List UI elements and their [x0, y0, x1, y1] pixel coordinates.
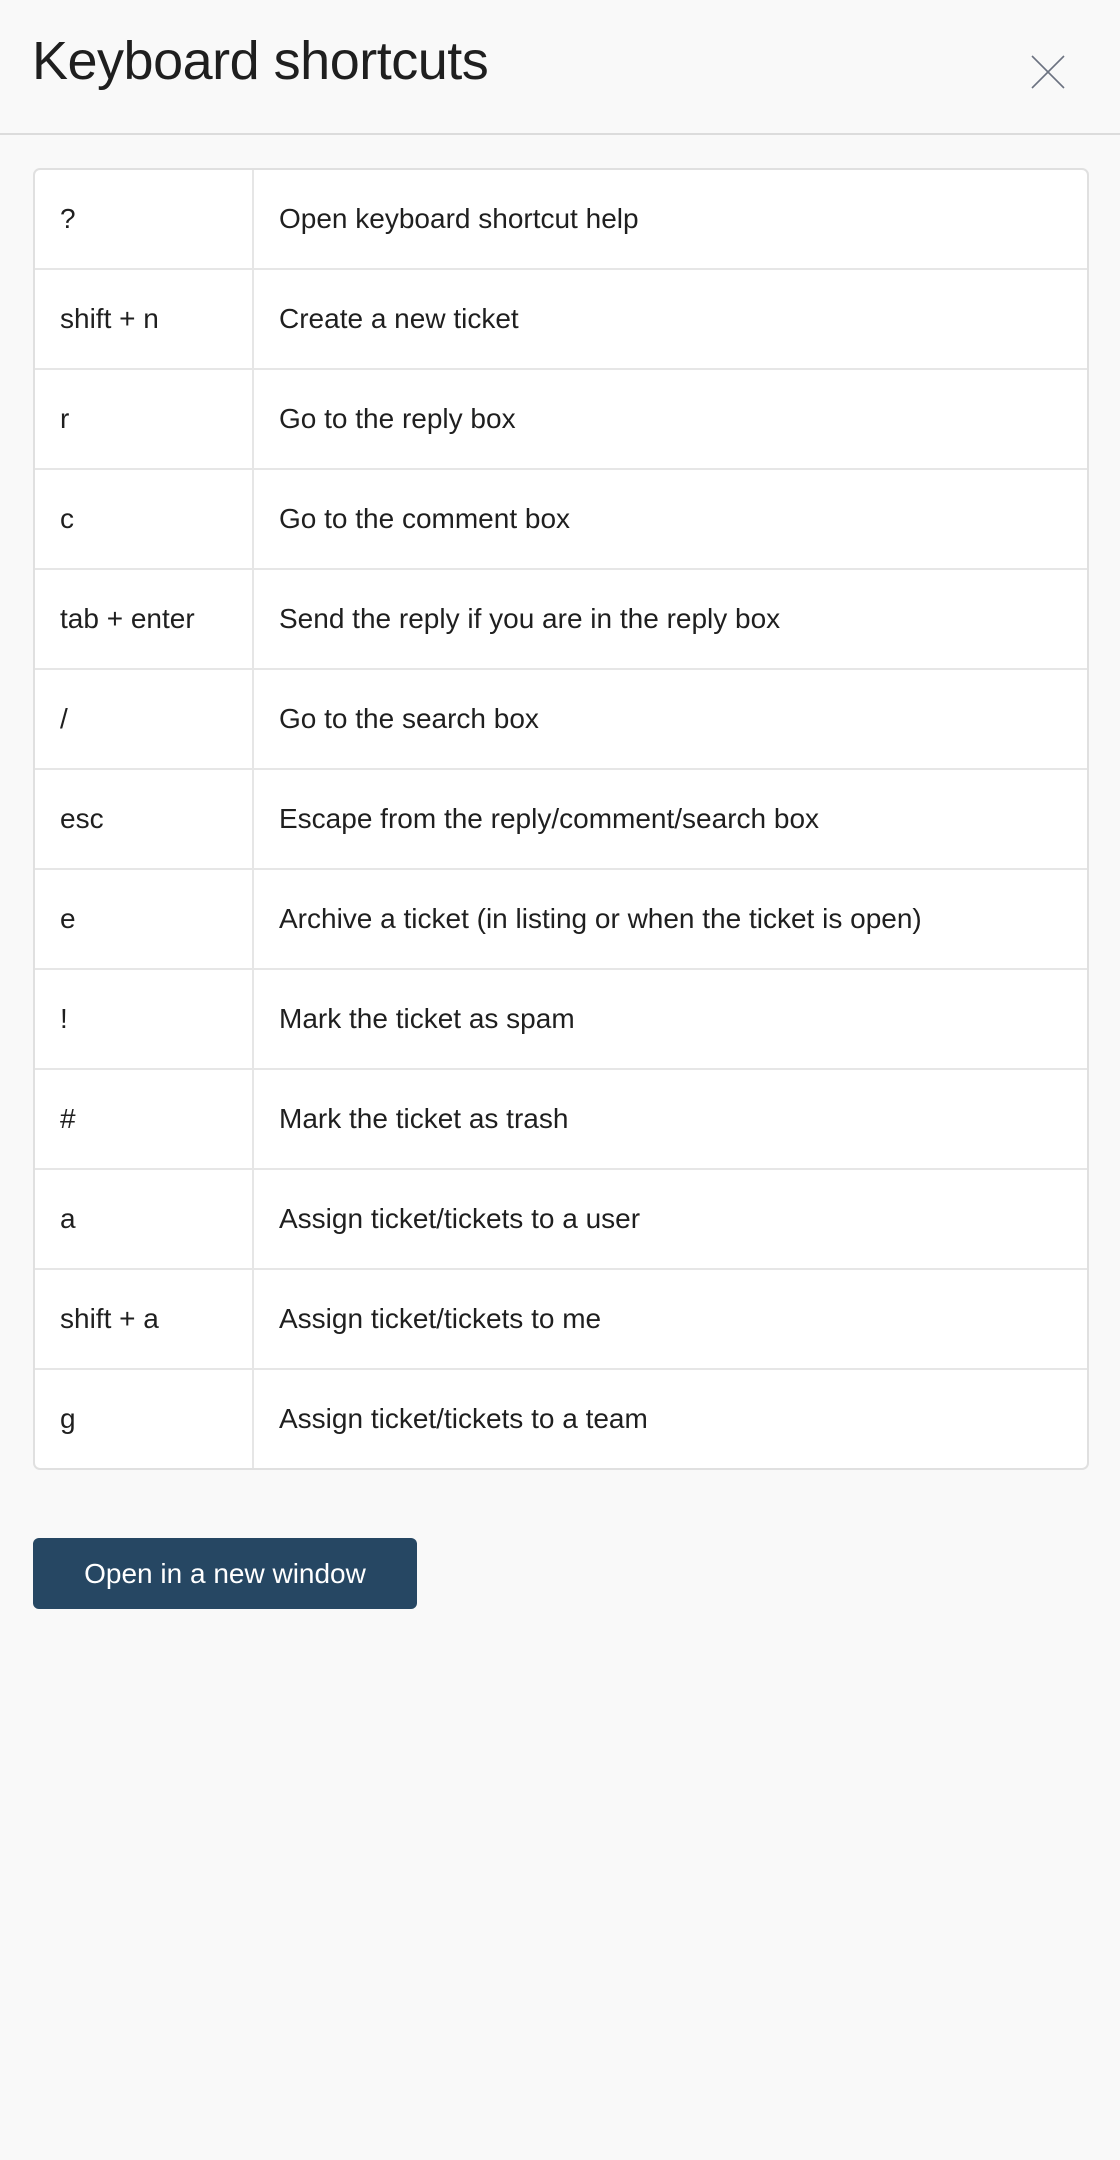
shortcut-description: Archive a ticket (in listing or when the ticket is open) — [279, 903, 922, 934]
shortcut-key: a — [35, 1170, 254, 1268]
shortcut-key: r — [35, 370, 254, 468]
shortcut-key: shift + n — [35, 270, 254, 368]
shortcut-description: Mark the ticket as trash — [279, 1103, 569, 1134]
table-row — [35, 568, 1087, 668]
open-in-new-window-button[interactable]: Open in a new window — [33, 1538, 417, 1609]
shortcut-description: Assign ticket/tickets to a team — [279, 1403, 648, 1434]
shortcut-description: Mark the ticket as spam — [279, 1003, 575, 1034]
table-row — [35, 468, 1087, 568]
shortcut-description: Assign ticket/tickets to me — [279, 1303, 602, 1334]
shortcut-key: e — [35, 870, 254, 968]
table-row — [35, 968, 1087, 1068]
shortcut-description: Assign ticket/tickets to a user — [279, 1203, 641, 1234]
close-icon — [1030, 54, 1066, 90]
modal-title: Keyboard shortcuts — [32, 31, 489, 91]
table-row — [35, 368, 1087, 468]
shortcut-key: ! — [35, 970, 254, 1068]
modal-header — [0, 0, 1120, 135]
shortcut-key: esc — [35, 770, 254, 868]
table-row — [35, 1068, 1087, 1168]
shortcut-key: ? — [35, 170, 254, 268]
shortcut-key: g — [35, 1370, 254, 1468]
shortcut-description: Go to the search box — [279, 703, 539, 734]
shortcut-key: c — [35, 470, 254, 568]
table-row — [35, 1368, 1087, 1468]
table-row — [35, 268, 1087, 368]
shortcut-key: / — [35, 670, 254, 768]
shortcuts-table — [33, 168, 1089, 1470]
shortcut-key: # — [35, 1070, 254, 1168]
shortcut-description: Go to the reply box — [279, 403, 516, 434]
shortcut-description: Create a new ticket — [279, 303, 519, 334]
table-row — [35, 1268, 1087, 1368]
table-row — [35, 170, 1087, 268]
shortcut-description: Escape from the reply/comment/search box — [279, 803, 820, 834]
table-row — [35, 868, 1087, 968]
shortcut-description: Open keyboard shortcut help — [279, 203, 639, 234]
table-row — [35, 668, 1087, 768]
table-row — [35, 1168, 1087, 1268]
shortcut-key: shift + a — [35, 1270, 254, 1368]
shortcut-description: Go to the comment box — [279, 503, 571, 534]
shortcut-key: tab + enter — [35, 570, 254, 668]
table-row — [35, 768, 1087, 868]
close-button[interactable] — [1030, 54, 1066, 90]
shortcut-description: Send the reply if you are in the reply box — [279, 603, 781, 634]
